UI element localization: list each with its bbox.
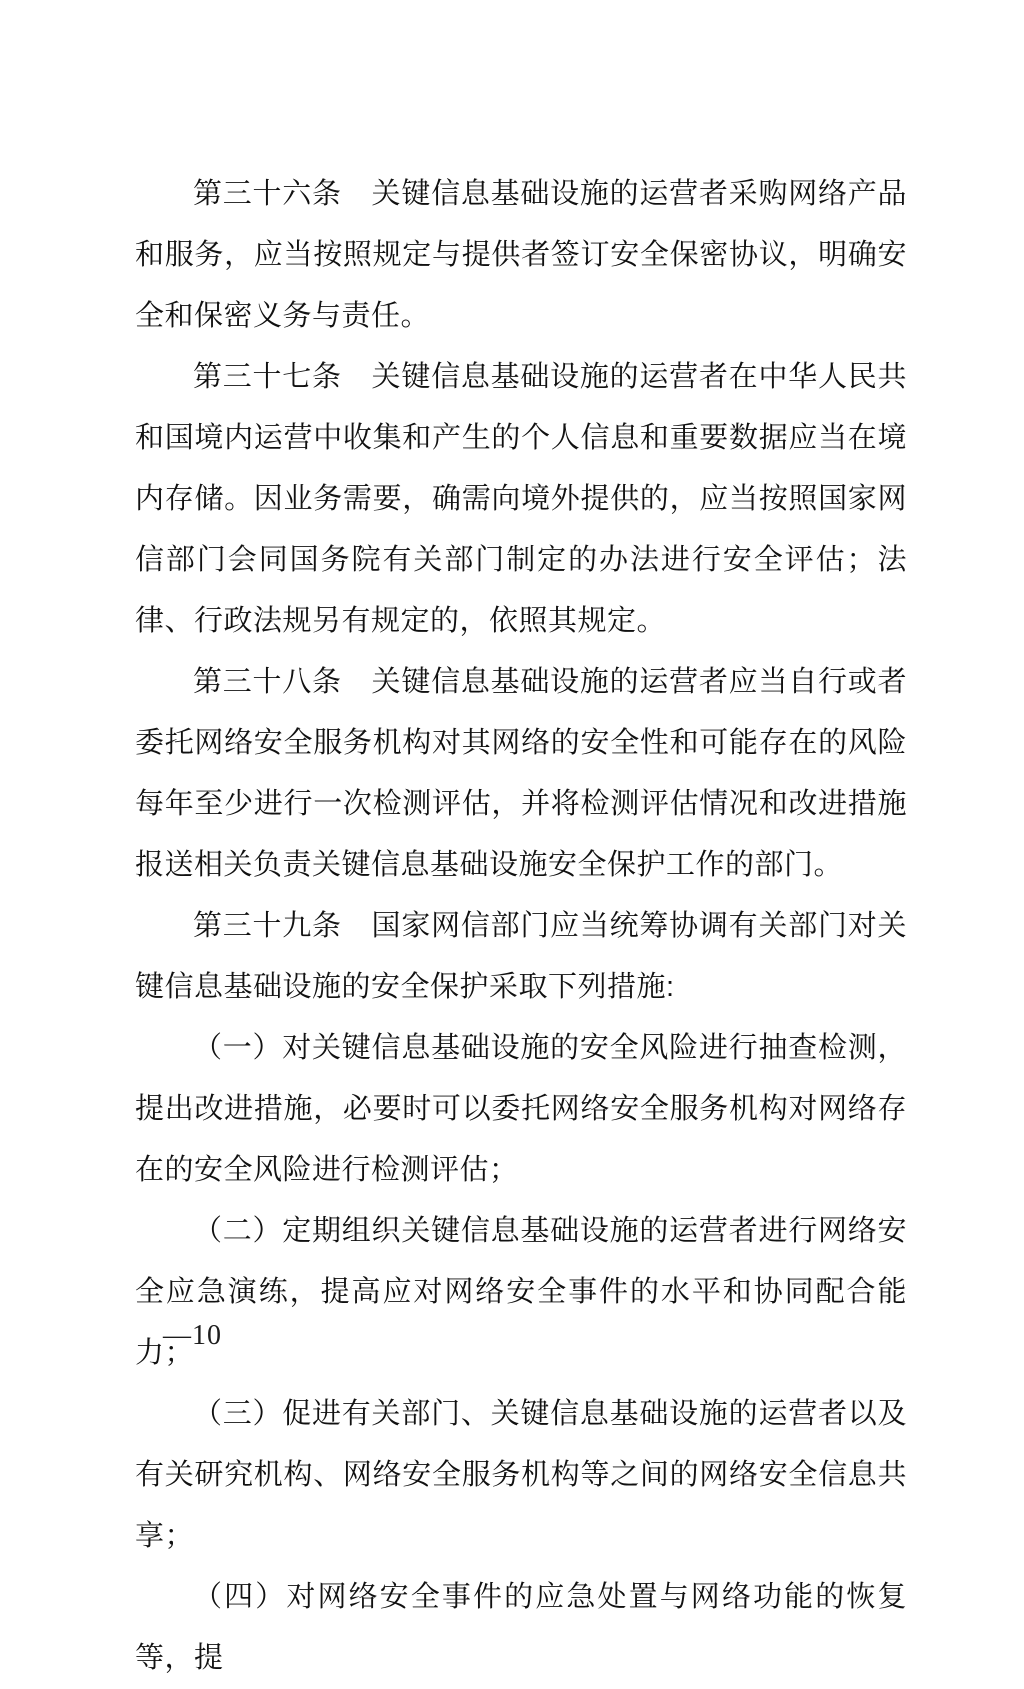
page-number: —10: [163, 1320, 222, 1351]
document-body: [135, 164, 907, 1689]
paragraph: 第三十八条 关键信息基础设施的运营者应当自行或者委托网络安全服务机构对其网络的安全性和可能存在的风险每年至少进行一次检测评估，并将检测评估情况和改进措施报送相关负责关键信息基础设施安全保护工作的部门。: [135, 666, 907, 881]
paragraph: （四）对网络安全事件的应急处置与网络功能的恢复等，提: [135, 1581, 907, 1674]
paragraph: 第三十六条 关键信息基础设施的运营者采购网络产品和服务，应当按照规定与提供者签订安全保密协议，明确安全和保密义务与责任。: [135, 178, 907, 332]
paragraph: （三）促进有关部门、关键信息基础设施的运营者以及有关研究机构、网络安全服务机构等之间的网络安全信息共享；: [135, 1398, 907, 1552]
paragraph: 第三十七条 关键信息基础设施的运营者在中华人民共和国境内运营中收集和产生的个人信息和重要数据应当在境内存储。因业务需要，确需向境外提供的，应当按照国家网信部门会同国务院有关部门制定的办法进行安全评估；法律、行政法规另有规定的，依照其规定。: [135, 361, 907, 637]
paragraph: （一）对关键信息基础设施的安全风险进行抽查检测，提出改进措施，必要时可以委托网络安全服务机构对网络存在的安全风险进行检测评估；: [135, 1032, 907, 1186]
paragraph: （二）定期组织关键信息基础设施的运营者进行网络安全应急演练，提高应对网络安全事件的水平和协同配合能力；: [135, 1215, 907, 1369]
paragraph: 第三十九条 国家网信部门应当统筹协调有关部门对关键信息基础设施的安全保护采取下列措施:: [135, 910, 907, 1003]
